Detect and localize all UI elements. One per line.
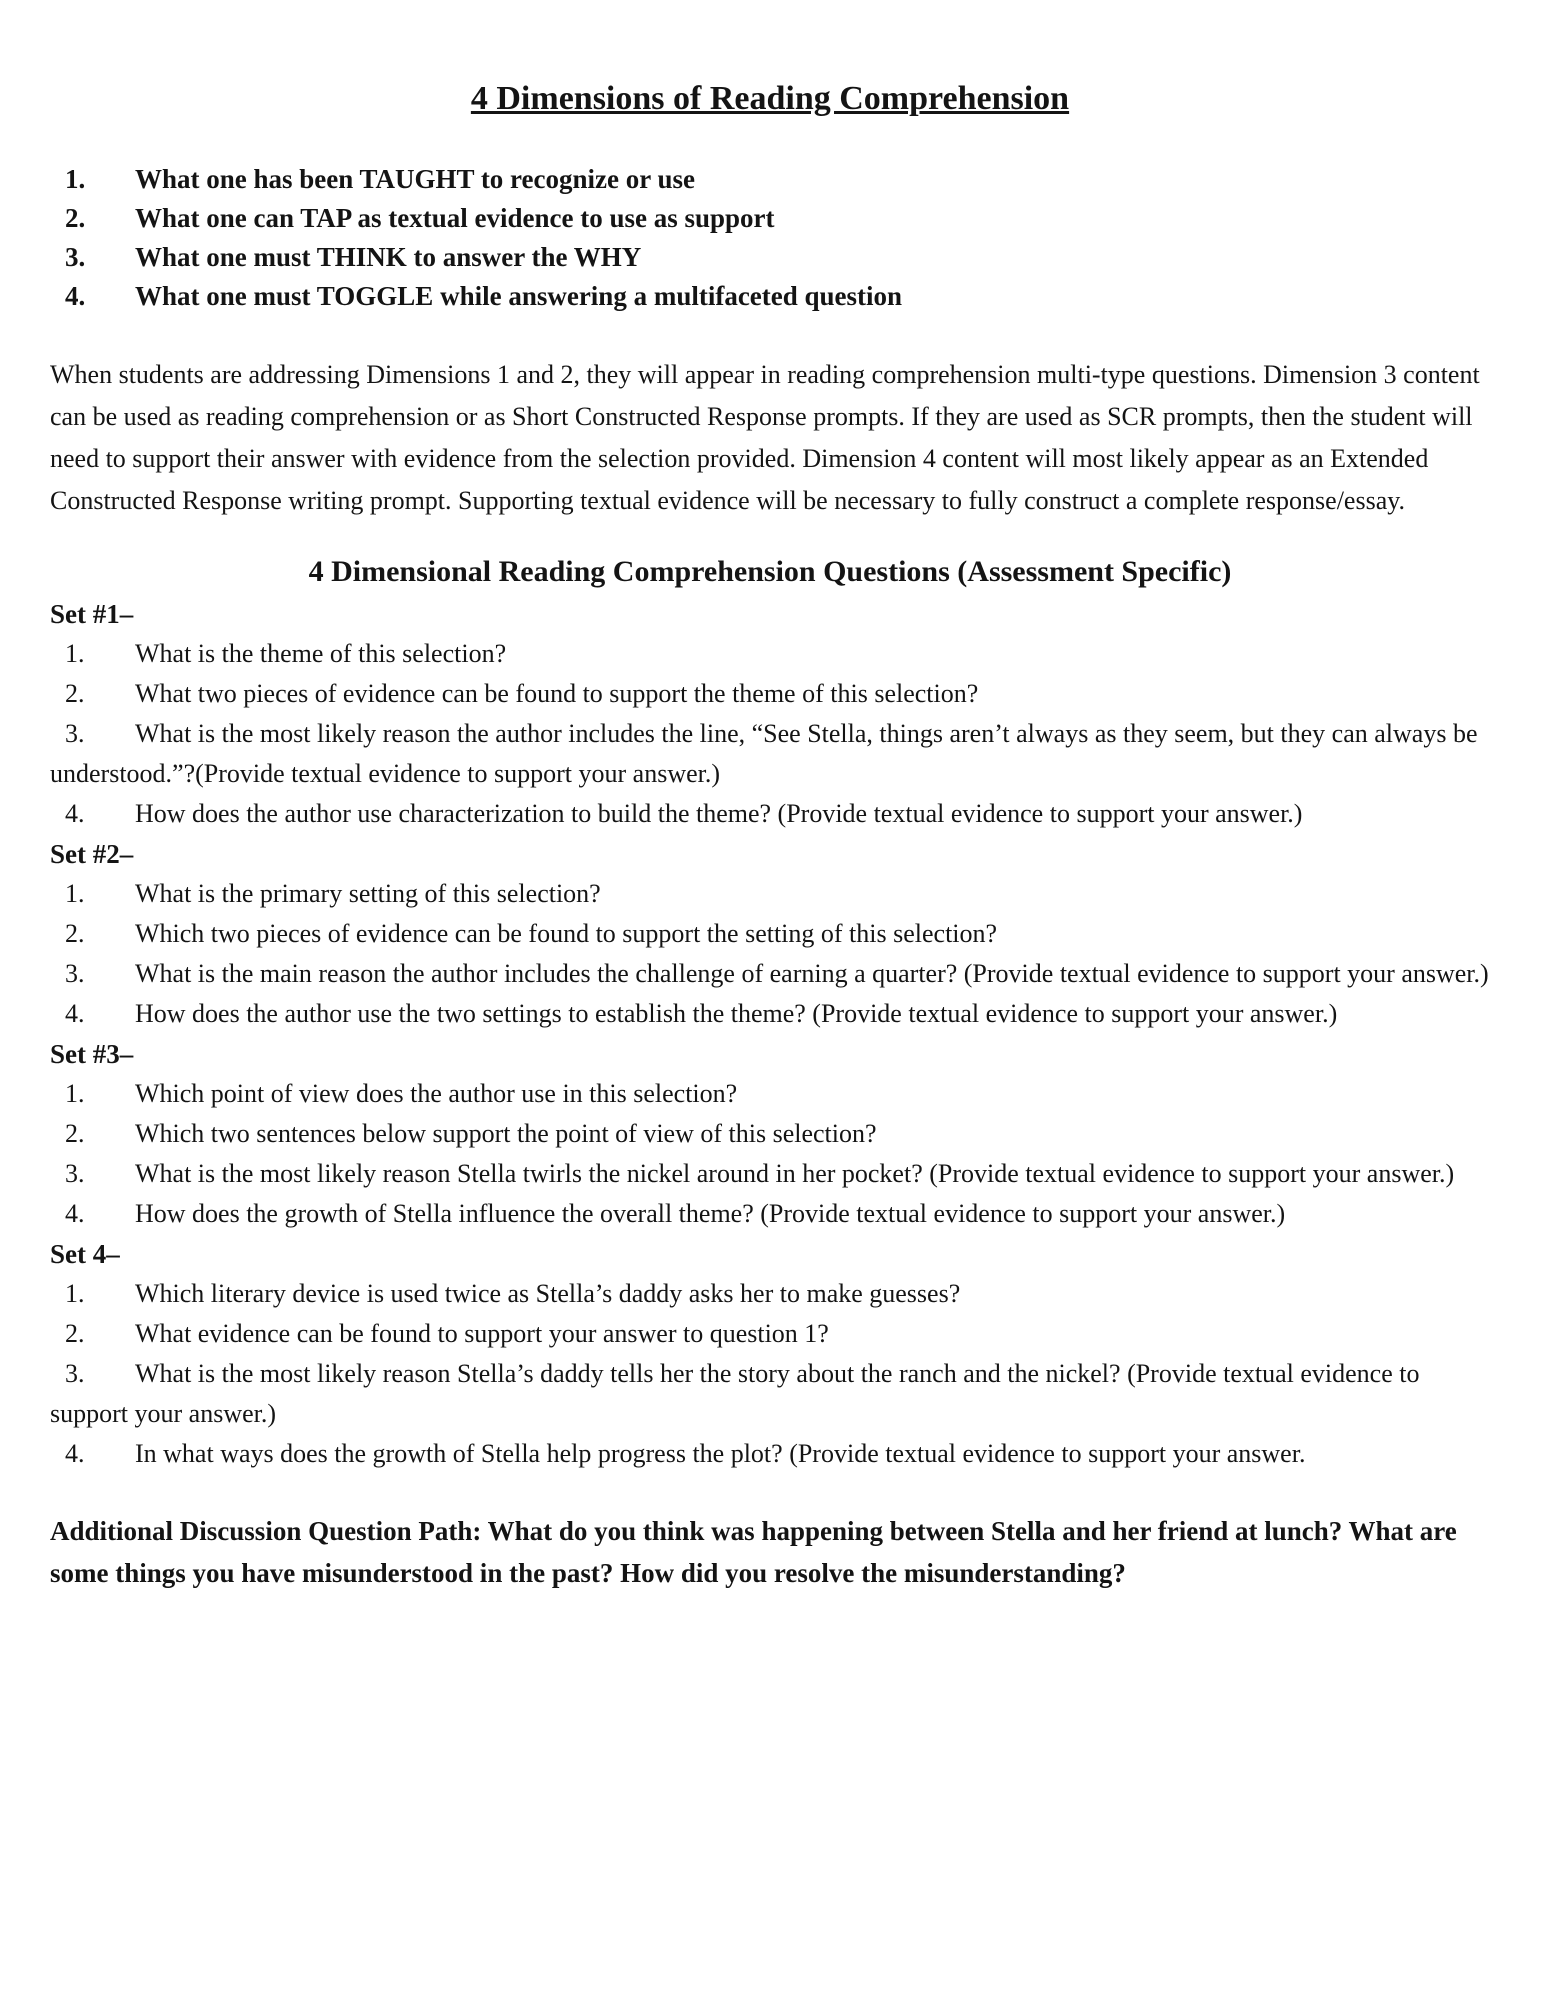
dimension-item — [50, 160, 1490, 199]
dimension-text: What one has been TAUGHT to recognize or use — [135, 164, 696, 194]
question-number: 1. — [65, 1079, 85, 1108]
question-number: 3. — [65, 1359, 85, 1388]
question-set-1 — [50, 594, 1490, 834]
question-text: What is the main reason the author includes the challenge of earning a quarter? (Provide textual evidence to support your answer.) — [135, 959, 1489, 988]
question-number: 1. — [65, 639, 85, 668]
question-number: 2. — [65, 919, 85, 948]
question-number: 1. — [65, 879, 85, 908]
question-text: Which point of view does the author use in this selection? — [135, 1079, 738, 1108]
set-label: Set 4– — [50, 1239, 120, 1269]
question-text: Which literary device is used twice as Stella’s daddy asks her to make guesses? — [135, 1279, 961, 1308]
question-text: What is the most likely reason Stella twirls the nickel around in her pocket? (Provide textual evidence to support your answer.) — [135, 1159, 1455, 1188]
set-label: Set #2– — [50, 839, 134, 869]
question-text: What evidence can be found to support your answer to question 1? — [135, 1319, 829, 1348]
question-sets — [50, 594, 1490, 1474]
dimension-item — [50, 277, 1490, 316]
question-text: Which two pieces of evidence can be found to support the setting of this selection? — [135, 919, 998, 948]
section-heading: 4 Dimensional Reading Comprehension Questions (Assessment Specific) — [308, 555, 1232, 588]
question-number: 3. — [65, 719, 85, 748]
question-text: How does the author use the two settings to establish the theme? (Provide textual evidence to support your answer.) — [135, 999, 1338, 1028]
dimension-text: What one must THINK to answer the WHY — [135, 242, 642, 272]
question-text: What two pieces of evidence can be found to support the theme of this selection? — [135, 679, 979, 708]
question-number: 4. — [65, 1439, 85, 1468]
question-item — [50, 1434, 1490, 1474]
question-item — [50, 714, 1490, 794]
question-item — [50, 1154, 1490, 1194]
dimension-number: 4. — [65, 281, 86, 311]
question-item — [50, 794, 1490, 834]
question-number: 2. — [65, 1119, 85, 1148]
question-item — [50, 994, 1490, 1034]
dimension-number: 3. — [65, 242, 86, 272]
question-text: In what ways does the growth of Stella help progress the plot? (Provide textual evidence to support your answer. — [135, 1439, 1306, 1468]
question-set-2 — [50, 834, 1490, 1034]
question-text: What is the most likely reason the author includes the line, “See Stella, things aren’t always as they seem, but they can always be understood.”?(Provide textual evidence to support your answer.) — [50, 719, 1478, 788]
dimension-number: 1. — [65, 164, 86, 194]
dimension-item — [50, 199, 1490, 238]
question-item — [50, 1114, 1490, 1154]
question-number: 4. — [65, 999, 85, 1028]
question-set-4 — [50, 1234, 1490, 1474]
question-number: 4. — [65, 799, 85, 828]
set-label: Set #3– — [50, 1039, 134, 1069]
set-label: Set #1– — [50, 599, 134, 629]
question-item — [50, 1354, 1490, 1434]
question-item — [50, 1314, 1490, 1354]
question-number: 4. — [65, 1199, 85, 1228]
question-item — [50, 674, 1490, 714]
question-text: What is the primary setting of this selection? — [135, 879, 601, 908]
dimension-text: What one must TOGGLE while answering a multifaceted question — [135, 281, 903, 311]
question-item — [50, 874, 1490, 914]
dimension-text: What one can TAP as textual evidence to use as support — [135, 203, 775, 233]
question-text: What is the most likely reason Stella’s daddy tells her the story about the ranch and the nickel? (Provide textual evidence to support your answer.) — [50, 1359, 1420, 1428]
document-title: 4 Dimensions of Reading Comprehension — [470, 80, 1070, 117]
additional-discussion-paragraph: Additional Discussion Question Path: What do you think was happening between Stella and her friend at lunch? What are some things you have misunderstood in the past? How did you resolve the misunderstanding? — [50, 1516, 1457, 1588]
question-text: What is the theme of this selection? — [135, 639, 507, 668]
question-text: How does the growth of Stella influence the overall theme? (Provide textual evidence to support your answer.) — [135, 1199, 1286, 1228]
question-set-3 — [50, 1034, 1490, 1234]
question-item — [50, 634, 1490, 674]
question-number: 2. — [65, 679, 85, 708]
question-number: 3. — [65, 1159, 85, 1188]
question-text: How does the author use characterization to build the theme? (Provide textual evidence to support your answer.) — [135, 799, 1303, 828]
dimension-item — [50, 238, 1490, 277]
question-item — [50, 1274, 1490, 1314]
intro-paragraph: When students are addressing Dimensions 1 and 2, they will appear in reading comprehension multi-type questions. Dimension 3 content can be used as reading comprehension or as Short Constructed Response prompts. If they are used as SCR prompts, then the student will need to support their answer with evidence from the selection provided. Dimension 4 content will most likely appear as an Extended Constructed Response writing prompt. Supporting textual evidence will be necessary to fully construct a complete response/essay. — [50, 360, 1480, 515]
question-number: 3. — [65, 959, 85, 988]
question-number: 2. — [65, 1319, 85, 1348]
question-item — [50, 954, 1490, 994]
dimension-list — [50, 160, 1490, 316]
question-item — [50, 914, 1490, 954]
dimension-number: 2. — [65, 203, 86, 233]
question-text: Which two sentences below support the point of view of this selection? — [135, 1119, 877, 1148]
question-number: 1. — [65, 1279, 85, 1308]
question-item — [50, 1074, 1490, 1114]
question-item — [50, 1194, 1490, 1234]
